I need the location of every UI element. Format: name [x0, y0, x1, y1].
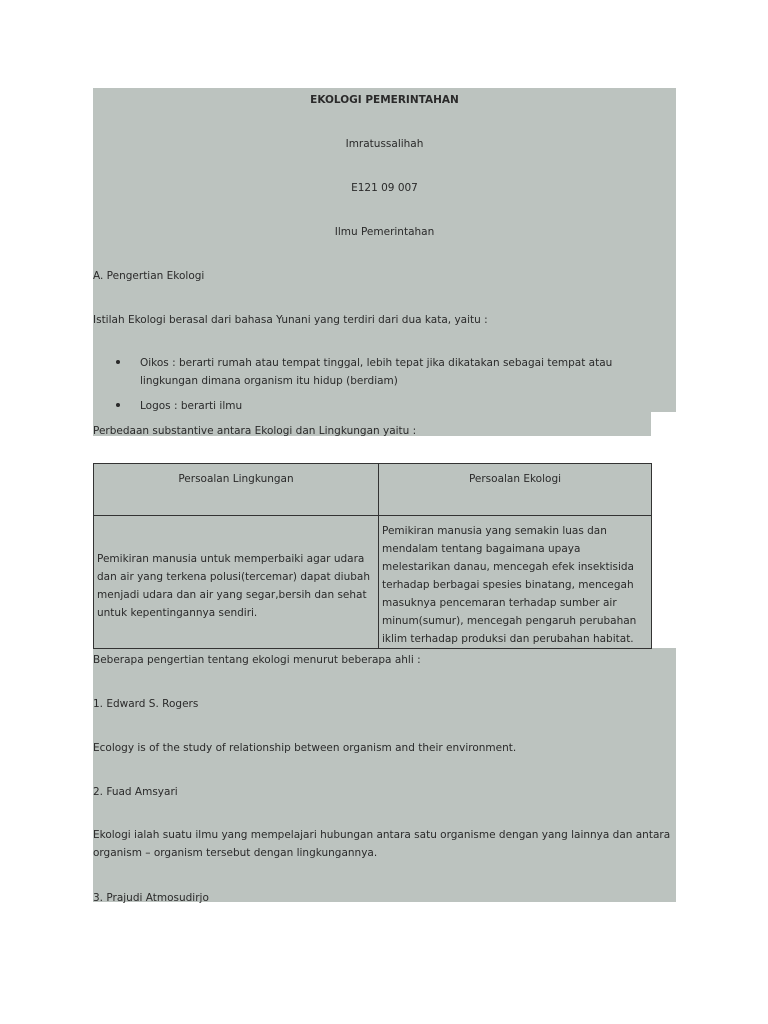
student-id: E121 09 007: [351, 182, 418, 194]
bullet-item-oikos: Oikos : berarti rumah atau tempat tinggal, lebih tepat jika dikatakan sebagai tempat atau lingkungan dimana organism itu hidup (berdiam): [140, 357, 613, 387]
header-environment: Persoalan Lingkungan: [178, 473, 294, 485]
expert-1-name: 1. Edward S. Rogers: [93, 698, 199, 710]
bullet-dot-1: [116, 360, 120, 364]
comparison-table: [93, 463, 652, 649]
document-title: EKOLOGI PEMERINTAHAN: [310, 94, 459, 106]
table-cell-ecology: [379, 516, 652, 649]
table-row: [94, 516, 652, 649]
section-heading: A. Pengertian Ekologi: [93, 270, 205, 282]
bullet-item-logos: Logos : berarti ilmu: [140, 400, 243, 412]
cell-ecology-text: Pemikiran manusia yang semakin luas dan mendalam tentang bagaimana upaya melestarikan danau, mencegah efek insektisida terhadap berbagai spesies binatang, mencegah masuknya pencemaran terhadap sumber air minum(sumur), mencegah pengaruh perubahan iklim terhadap produksi dan perubahan habitat.: [382, 525, 637, 645]
author-name: Imratussalihah: [345, 138, 424, 150]
difference-intro: Perbedaan substantive antara Ekologi dan Lingkungan yaitu :: [93, 425, 417, 437]
header-ecology: Persoalan Ekologi: [468, 473, 562, 485]
panel-bottom: [93, 648, 676, 902]
expert-3-name: 3. Prajudi Atmosudirjo: [93, 892, 209, 904]
table-header-cell: [94, 464, 379, 516]
expert-1-definition: Ecology is of the study of relationship between organism and their environment.: [93, 742, 517, 754]
table-header-row: [94, 464, 652, 516]
experts-intro: Beberapa pengertian tentang ekologi menurut beberapa ahli :: [93, 654, 421, 666]
cell-environment-text: Pemikiran manusia untuk memperbaiki agar udara dan air yang terkena polusi(tercemar) dapat diubah menjadi udara dan air yang segar,bersih dan sehat untuk kepentingannya sendiri.: [97, 553, 370, 619]
table-cell-environment: [94, 516, 379, 649]
table-header-cell: [379, 464, 652, 516]
expert-2-name: 2. Fuad Amsyari: [93, 786, 178, 798]
intro-paragraph: Istilah Ekologi berasal dari bahasa Yunani yang terdiri dari dua kata, yaitu :: [93, 314, 488, 326]
bullet-dot-2: [116, 403, 120, 407]
department-name: Ilmu Pemerintahan: [334, 226, 435, 238]
expert-2-definition: Ekologi ialah suatu ilmu yang mempelajari hubungan antara satu organisme dengan yang lainnya dan antara organism – organism tersebut dengan lingkungannya.: [93, 829, 671, 859]
